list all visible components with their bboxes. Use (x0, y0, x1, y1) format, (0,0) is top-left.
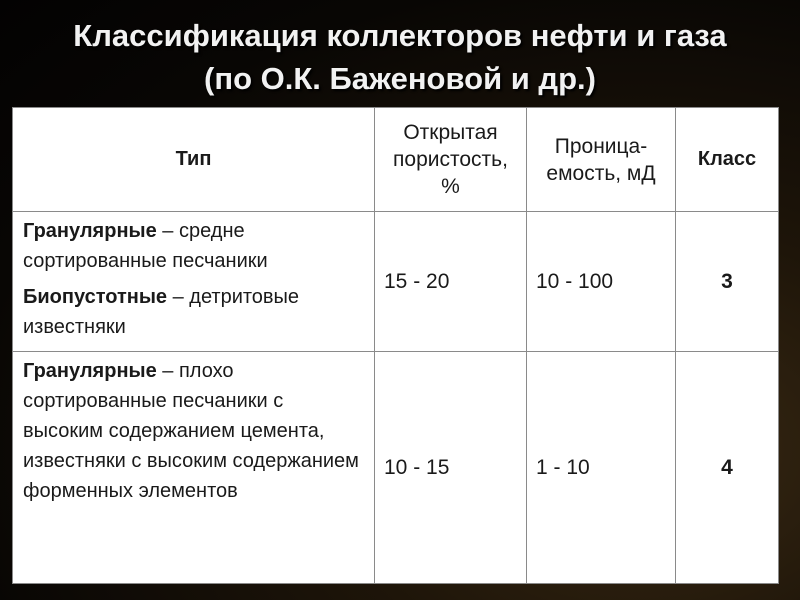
header-permeability (527, 108, 676, 212)
row-2-type (13, 352, 375, 584)
page-title (0, 14, 800, 100)
row-2-type-a (23, 356, 366, 506)
header-permeability-line-1: Проница- (554, 134, 648, 158)
table-row (13, 352, 779, 584)
row-1-type-a (23, 216, 366, 276)
row-1-type-b-name: Биопустотные (23, 286, 168, 308)
row-1-permeability: 10 - 100 (527, 212, 676, 352)
row-1-type-b-text: – детритовые известняки (23, 286, 300, 338)
reservoir-classification-table (12, 107, 779, 584)
row-2-type-a-name: Гранулярные (23, 360, 157, 382)
header-permeability-line-2: емость, мД (546, 161, 656, 185)
header-class: Класс (676, 108, 779, 212)
header-porosity-line-2: пористость, (393, 148, 508, 171)
row-1-class: 3 (676, 212, 779, 352)
header-porosity-line-3: % (441, 175, 460, 198)
table-header-row (13, 108, 779, 212)
title-line-1: Классификация коллекторов нефти и газа (73, 18, 727, 53)
header-porosity (375, 108, 527, 212)
row-1-type-a-name: Гранулярные (23, 220, 157, 242)
row-2-type-a-text: – плохо сортированные песчаники с высоким содержанием цемента, известняки с высоким содержанием форменных элементов (23, 360, 359, 502)
row-1-type-a-text: – средне сортированные песчаники (23, 220, 268, 272)
row-2-porosity: 10 - 15 (375, 352, 527, 584)
header-porosity-line-1: Открытая (403, 121, 498, 144)
header-type: Тип (13, 108, 375, 212)
row-2-permeability: 1 - 10 (527, 352, 676, 584)
row-1-type (13, 212, 375, 352)
table-row (13, 212, 779, 352)
row-2-class: 4 (676, 352, 779, 584)
row-1-type-b (23, 282, 366, 342)
row-1-porosity: 15 - 20 (375, 212, 527, 352)
title-line-2: (по О.К. Баженовой и др.) (204, 61, 596, 96)
